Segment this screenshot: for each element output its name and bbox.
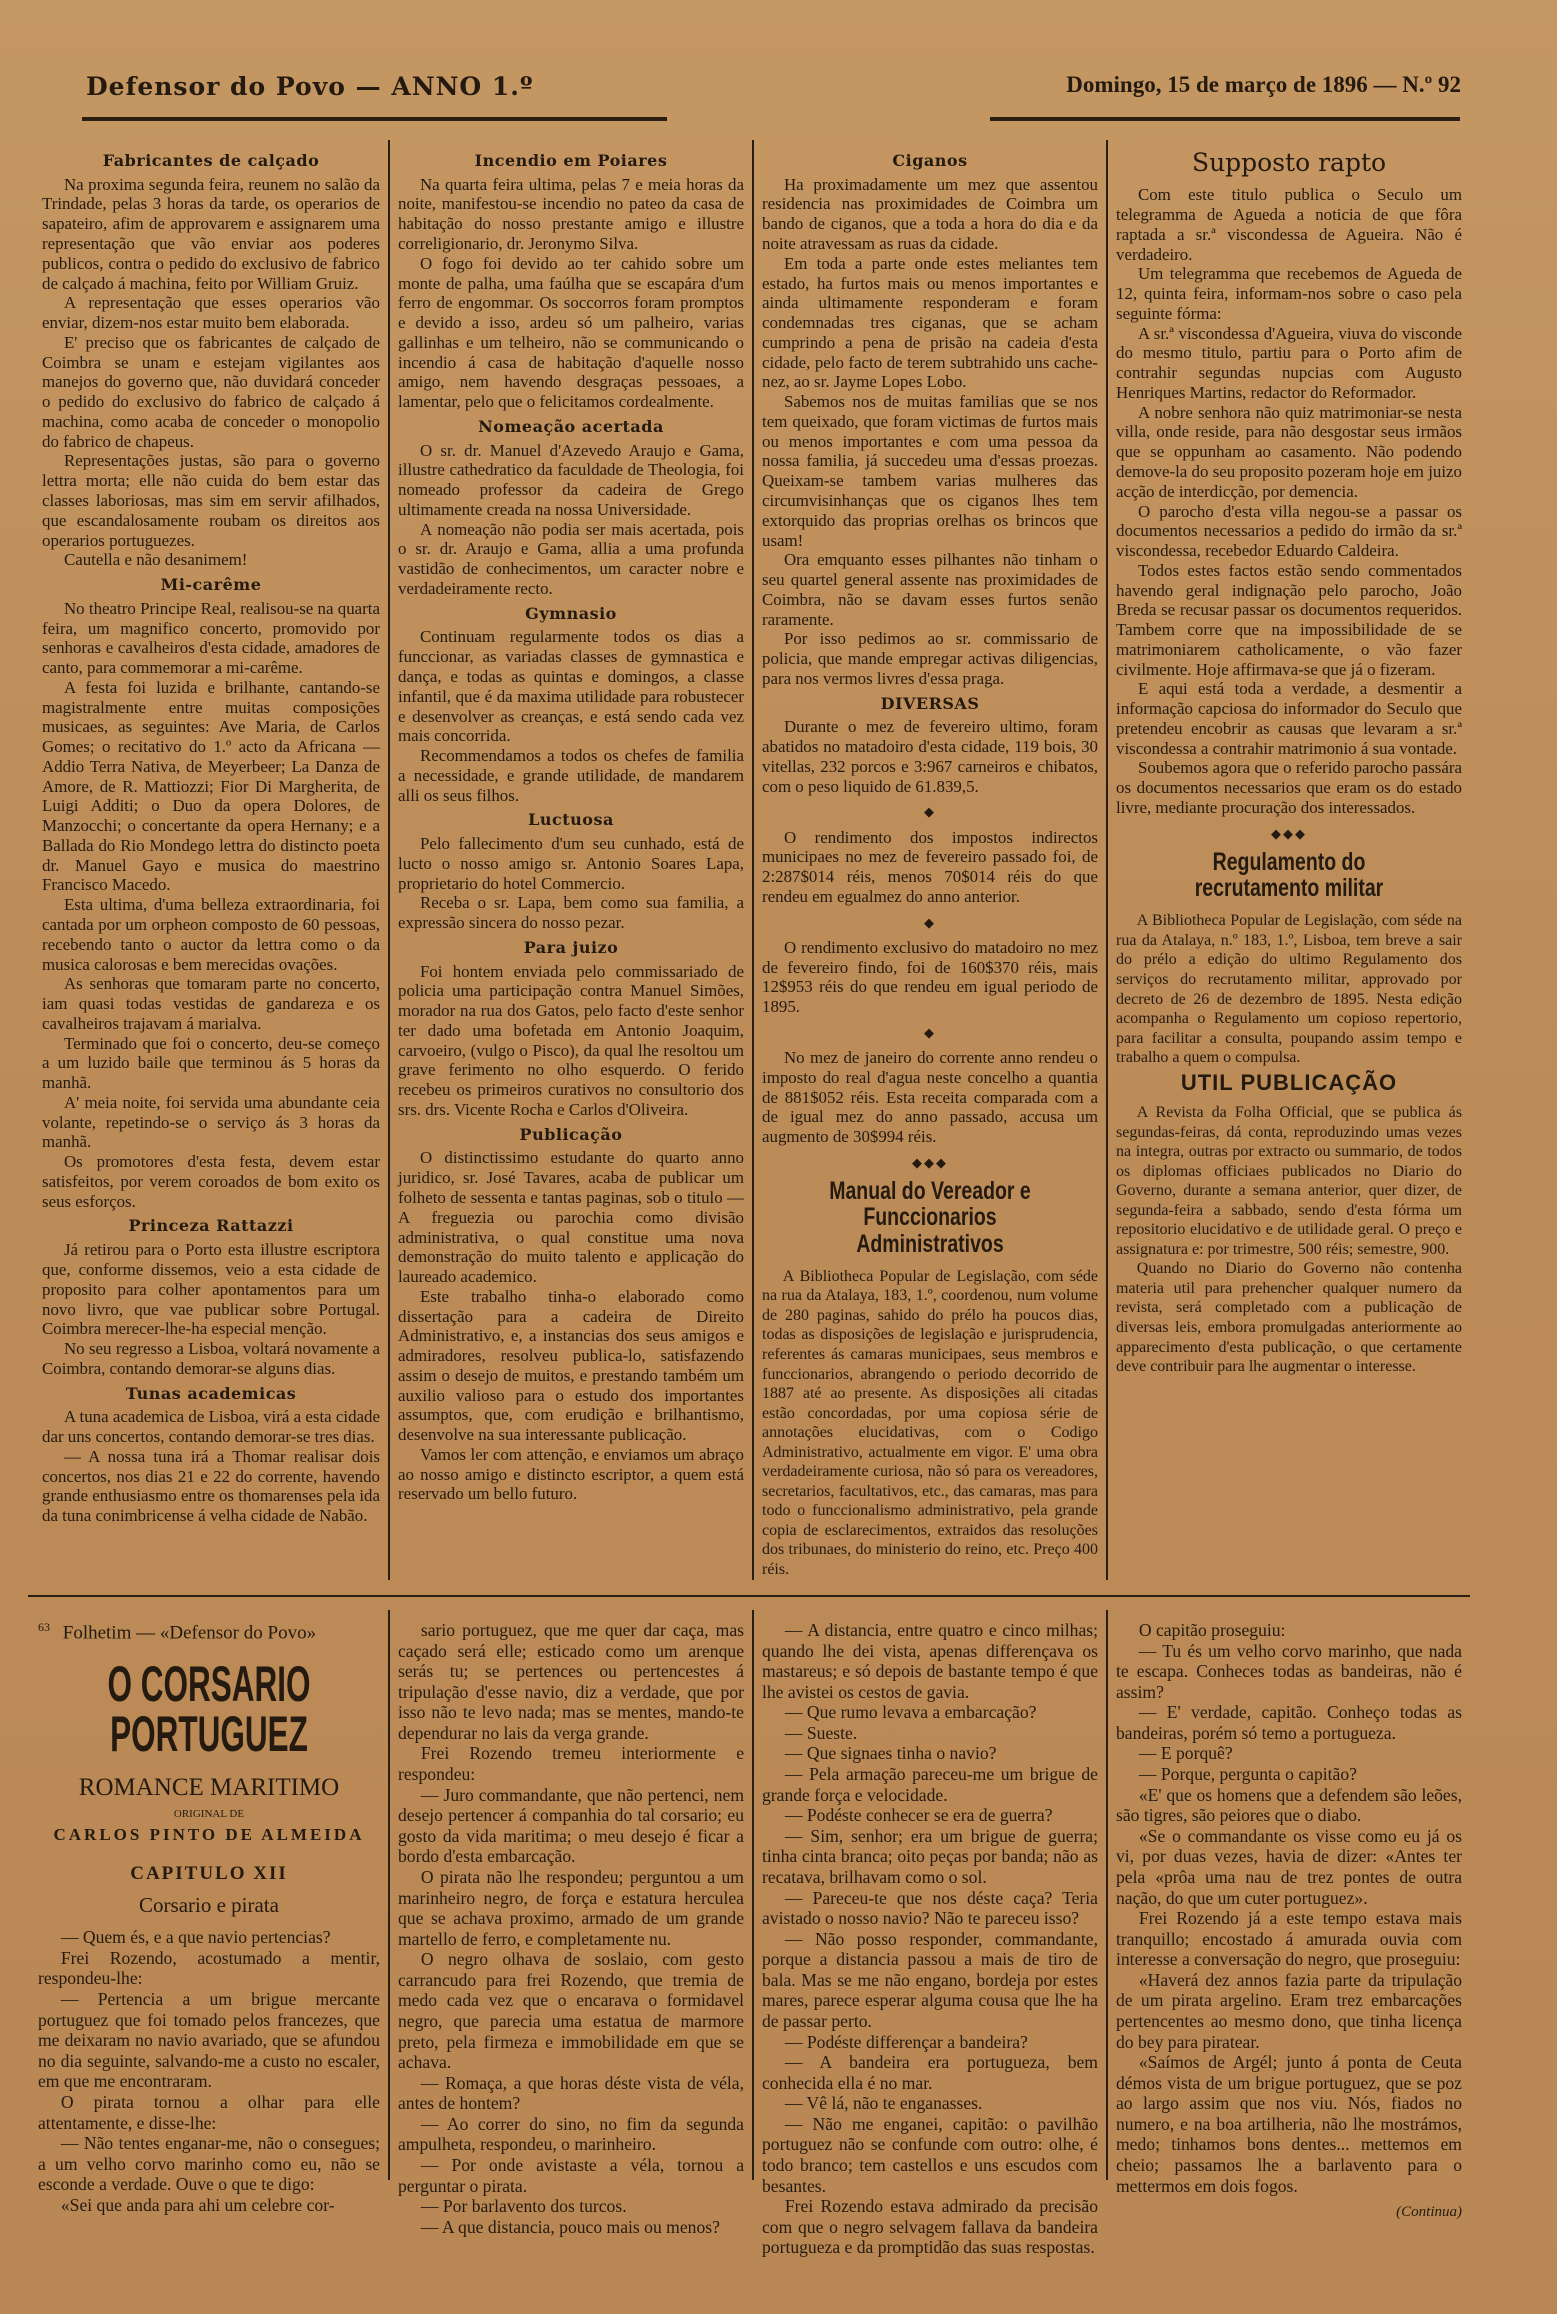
advert-paragraph: A Bibliotheca Popular de Legislação, com séde na rua da Atalaya, n.º 183, 1.º, Lisboa, tem breve a sair do prélo a edição do ultimo Regulamento dos serviços do recrutamento militar, approvado por decreto de 26 de dezembro de 1895. Nesta edição acompanha o Regulamento um copioso repertorio, para facilitar a consulta, poupando assim tempo e trabalho a quem o compulsa. (1116, 912, 1462, 1067)
paragraph: Na proxima segunda feira, reunem no salão da Trindade, pelas 3 horas da tarde, os operarios de sapateiro, afim de approvarem e assignarem uma representação que vão enviar aos poderes publicos, contra o pedido do exclusivo de fabrico de calçado á machina, feito por William Gruiz. (42, 174, 380, 293)
paragraph: Ora emquanto esses pilhantes não tinham o seu quartel general assente nas proximidades de Coimbra, não se davam esses furtos senão raramente. (762, 550, 1098, 629)
masthead-date-number: Domingo, 15 de março de 1896 — N.º 92 (1066, 72, 1461, 97)
sans-heading: UTIL PUBLICAÇÃO (1180, 1069, 1398, 1095)
news-column-1 (42, 146, 380, 1526)
paragraph: A nobre senhora não quiz matrimoniar-se nesta villa, onde reside, para não desgostar seus irmãos que se oppunham ao casamento. Não podendo demove-la do seu proposito pozeram hoje em juizo acção de interdicção, por demencia. (1116, 402, 1462, 501)
paragraph: O rendimento dos impostos indirectos municipaes no mez de fevereiro passado foi, de 2:287$014 réis, menos 70$014 réis do que rendeu em egualmez do anno anterior. (762, 827, 1098, 906)
news-column-3 (762, 146, 1098, 1579)
column-rule-2 (752, 140, 754, 1580)
serial-paragraph: — Por barlavento dos turcos. (420, 2196, 627, 2217)
masthead-title: Defensor do Povo — ANNO 1.º (86, 72, 534, 101)
serial-paragraph: O pirata não lhe respondeu; perguntou a um marinheiro negro, de força e estatura herculea que se achava proximo, armado de um grande martello de ferro, e completamente nu. (398, 1866, 744, 1949)
serial-paragraph: — A bandeira era portugueza, bem conhecida ella é no mar. (762, 2052, 1098, 2093)
paragraph: Este trabalho tinha-o elaborado como dissertação para a cadeira de Direito Administrativo, e, a instancias dos seus amigos e admiradores, resolveu publica-lo, satisfazendo assim o desejo de muitos, e prestando também um auxilio valioso para o estudo dos importantes assumptos, que, com erudição e brilhantismo, desenvolve na sua interessante publicação. (398, 1286, 744, 1445)
paragraph: Ha proximadamente um mez que assentou residencia nas proximidades de Coimbra um bando de ciganos, que a toda a hora do dia e da noite atravessam as ruas da cidade. (762, 174, 1098, 254)
serial-original-label: ORIGINAL DE (173, 1807, 245, 1820)
paragraph: Foi hontem enviada pelo commissariado de policia uma participação contra Manuel Simões, morador na rua dos Gatos, pelo facto d'este senhor ter dado uma bofetada em Antonio Joaquim, carvoeiro, (vulgo o Pisco), da qual lhe resoltou um grave ferimento no olho esquerdo. O ferido recebeu os primeiros curativos no consultorio dos srs. drs. Vicente Rocha e Carlos d'Oliveira. (398, 961, 744, 1119)
serial-paragraph: — Pela armação pareceu-me um brigue de grande força e velocidade. (762, 1764, 1098, 1805)
folhetim-column-4 (1116, 1620, 1462, 2222)
paragraph: O sr. dr. Manuel d'Azevedo Araujo e Gama, illustre cathedratico da faculdade de Theologia, foi nomeado professor da cadeira de Grego ultimamente creada na nossa Universidade. (398, 440, 744, 519)
serial-paragraph: — Por onde avistaste a véla, tornou a perguntar o pirata. (398, 2155, 744, 2196)
section-heading: Mi-carême (160, 575, 262, 595)
folhetim-label: Folhetim — «Defensor do Povo» (62, 1622, 317, 1644)
paragraph: Esta ultima, d'uma belleza extraordinaria, foi cantada por um orpheon composto de 60 pessoas, recebendo tanto o auctor da lettra como o da musica calorosas e bem merecidas ovações. (42, 895, 380, 974)
serial-paragraph: — A que distancia, pouco mais ou menos? (420, 2216, 720, 2237)
serial-genre: ROMANCE MARITIMO (78, 1773, 340, 1801)
paragraph: A representação que esses operarios vão enviar, dizem-nos estar muito bem elaborada. (42, 293, 380, 333)
serial-paragraph: — Tu és um velho corvo marinho, que nada te escapa. Conheces todas as bandeiras, não é assim? (1116, 1640, 1462, 1702)
serial-text-1 (38, 1927, 380, 2215)
masthead-rule-right (990, 117, 1460, 121)
paragraph: Cautella e não desanimem! (63, 550, 248, 570)
serial-paragraph: — Porque, pergunta o capitão? (1138, 1764, 1357, 1785)
paragraph: A' meia noite, foi servida uma abundante ceia volante, repetindo-se o serviço ás 3 horas da manhã. (42, 1092, 380, 1152)
column-rule-3 (1106, 140, 1108, 1580)
paragraph: Em toda a parte onde estes meliantes tem estado, ha furtos mais ou menos importantes e ainda ultimamente responderam e foram condemnadas tres ciganas, que se acham cumprindo a pena de prisão na cadeia d'esta cidade, pelo facto de terem subtrahido uns cache-nez, ao sr. Jayme Lopes Lobo. (762, 253, 1098, 392)
serial-paragraph: — Podéste conhecer se era de guerra? (784, 1805, 1053, 1826)
column-rule-1 (388, 140, 390, 1580)
paragraph: — A nossa tuna irá a Thomar realisar dois concertos, nos dias 21 e 22 do corrente, havendo grande enthusiasmo entre os thomarenses pela ida da tuna conimbricense á velha cidade de Nabão. (42, 1446, 380, 1526)
serial-paragraph: Frei Rozendo tremeu interiormente e respondeu: (398, 1743, 744, 1785)
serial-paragraph: «Haverá dez annos fazia parte da tripulação de um pirata argelino. Eram trez embarcações pertencentes ao mesmo dono, que tinha licença do bey para piratear. (1116, 1969, 1462, 2052)
paragraph: O parocho d'esta villa negou-se a passar os documentos necessarios a pedido do irmão da sr.ª viscondessa, recebedor Eduardo Caldeira. (1116, 501, 1462, 561)
ornament: ◆◆◆ (912, 1154, 948, 1170)
paragraph: As senhoras que tomaram parte no concerto, iam quasi todas vestidas de gandareza e os cavalheiros trajavam á marialva. (42, 974, 380, 1033)
serial-paragraph: «E' que os homens que a defendem são leões, são tigres, são peiores que o diabo. (1116, 1784, 1462, 1826)
serial-paragraph: «Saímos de Argél; junto á ponta de Ceuta démos vista de um brigue portuguez, que se poz ao largo assim que nos viu. Nós, fiados no numero, e na boa artilheria, não lhe mostrámos, medo; tinhamos bons dentes... mettemos em cheio; passamos lhe a barlavento para o mettermos em dois fogos. (1116, 2052, 1462, 2196)
serial-paragraph: O negro olhava de soslaio, com gesto carrancudo para frei Rozendo, que tremia de medo cada vez que o encarava o formidavel negro, que parecia uma estatua de marmore preto, pela firmeza e immobilidade em que se achava. (398, 1949, 744, 2073)
folhetim-rule (28, 1595, 1470, 1597)
paragraph: Já retirou para o Porto esta illustre escriptora que, conforme dissemos, veio a esta cidade de proposito para colher apontamentos para um novo livro, que vae publicar sobre Portugal. Coimbra merecer-lhe-ha especial menção. (42, 1240, 380, 1339)
masthead-rule-left (82, 117, 667, 121)
paragraph: Todos estes factos estão sendo commentados havendo geral indignação pelo parocho, João Breda se recusar passar os documentos requeridos. Tambem corre que na impossibilidade de se matrimoniarem catholicamente, o vão fazer civilmente. Hoje affirmava-se que já o fizeram. (1116, 560, 1462, 679)
news-column-2 (398, 146, 744, 1504)
paragraph: Soubemos agora que o referido parocho passára os documentos necessarios que eram os do estado livre, mediante procuração dos interessados. (1116, 758, 1462, 817)
paragraph: E' preciso que os fabricantes de calçado de Coimbra se unam e estejam vigilantes aos manejos do governo que, não duvidará conceder o pedido do exclusivo do fabrico de calçado á machina, como acaba de conceder o monopolio do fabrico de chapeus. (42, 332, 380, 451)
serial-paragraph: — Que rumo levava a embarcação? (784, 1702, 1037, 1723)
section-heading: Publicação (519, 1124, 623, 1144)
section-heading: Tunas academicas (125, 1383, 297, 1403)
paragraph: Pelo fallecimento d'um seu cunhado, está de lucto o nosso amigo sr. Antonio Soares Lapa, proprietario do hotel Commercio. (398, 834, 744, 893)
paragraph: O fogo foi devido ao ter cahido sobre um monte de palha, uma faúlha que se escapára d'um ferro de engommar. Os soccorros foram promptos e devido a isso, ardeu só um palheiro, varias gallinhas e um telheiro, não se communicando o incendio á casa de habitação d'aquelle nosso amigo, nem havendo desgraças pessoaes, a lamentar, pelo que o felicitamos cordealmente. (398, 253, 744, 412)
ornament: ◆ (924, 1024, 936, 1040)
serial-text-4 (1116, 1620, 1462, 2196)
section-heading: Ciganos (892, 151, 968, 170)
serial-paragraph: — Não tentes enganar-me, não o consegues; a um velho corvo marinho como eu, não se esconde a verdade. Ouve o que te digo: (38, 2133, 380, 2195)
serial-paragraph: Frei Rozendo estava admirado da precisão com que o negro selvagem fallava da bandeira portugueza e da promptidão das suas respostas. (762, 2196, 1098, 2258)
serial-paragraph: O pirata tornou a olhar para elle attentamente, e disse-lhe: (38, 2091, 380, 2133)
paragraph: Recommendamos a todos os chefes de familia a necessidade, e grande utilidade, de mandarem alli os seus filhos. (398, 746, 744, 805)
serial-paragraph: — Sueste. (784, 1722, 858, 1743)
paragraph: Vamos ler com attenção, e enviamos um abraço ao nosso amigo e distincto escriptor, a quem está reservado um bello futuro. (398, 1444, 744, 1504)
paragraph: A festa foi luzida e brilhante, cantando-se magistralmente entre muitas composições musicaes, as seguintes: Ave Maria, de Carlos Gomes; o recitativo do 1.º acto da Africana — Addio Terra Nativa, de Meyerbeer; La Danza de Amore, de R. Mattiozzi; Fior Di Margherita, de Luigi Additi; o Duo da opera Dolores, de Manzocchi; o concertante da opera Hernany; e a Ballada do Rio Mondego lettra do distincto poeta dr. Manuel Gayo e musica do maestrino Francisco Macedo. (42, 677, 380, 895)
paragraph: Representações justas, são para o governo lettra morta; elle não cuida do bem estar das classes laboriosas, mas sim em servir afilhados, que escandalosamente roubam os direitos aos operarios portuguezes. (42, 451, 380, 550)
folhetim-column-rule-3 (1106, 1610, 1108, 2180)
folhetim-column-rule-1 (388, 1610, 390, 2180)
folhetim-number: 63 (38, 1620, 50, 1634)
ornament: ◆ (924, 804, 936, 820)
paragraph: A nomeação não podia ser mais acertada, pois o sr. dr. Araujo e Gama, allia a uma profunda vastidão de conhecimentos, um caracter nobre e verdadeiramente recto. (398, 519, 744, 598)
folhetim-header (38, 1620, 380, 1645)
serial-paragraph: — Podéste differençar a bandeira? (784, 2031, 1028, 2052)
paragraph: No mez de janeiro do corrente anno rendeu o imposto do real d'agua neste concelho a quantia de 881$052 réis. Esta receita comparada com a de igual mez do anno passado, accusa um augmento de 30$994 réis. (762, 1048, 1098, 1147)
section-heading: Princeza Rattazzi (128, 1216, 294, 1236)
serial-paragraph: «Se o commandante os visse como eu já os vi, por duas vezes, havia de dizer: «Antes ter pela «prôa uma nau de trez pontes de outra nação, do que um cuter portuguez». (1116, 1825, 1462, 1908)
paragraph: Por isso pedimos ao sr. commissario de policia, que mande empregar activas diligencias, para nos vermos livres d'essa praga. (762, 629, 1098, 688)
serial-paragraph: «Sei que anda para ahi um celebre cor- (60, 2194, 335, 2215)
paragraph: Com este titulo publica o Seculo um telegramma de Agueda a noticia de que fôra raptada a sr.ª viscondessa de Agueira. Não é verdadeiro. (1116, 185, 1462, 264)
paragraph: Na quarta feira ultima, pelas 7 e meia horas da noite, manifestou-se incendio no pateo da casa de habitação do nosso prestante amigo e illustre correligionario, dr. Jeronymo Silva. (398, 174, 744, 254)
serial-paragraph: — E' verdade, capitão. Conheço todas as bandeiras, porém só temo a portugueza. (1116, 1702, 1462, 1743)
paragraph: Sabemos nos de muitas familias que se nos tem queixado, que foram victimas de furtos mais ou menos importantes e com uma pessoa da nossa familia, já succedeu uma d'essas proezas. Queixam-se tambem varias mulheres das circumvisinhanças que os ciganos lhes tem extorquido das proprias orelhas os brincos que usam! (762, 392, 1098, 550)
ornament: ◆◆◆ (1271, 825, 1307, 841)
serial-paragraph: — Ao correr do sino, no fim da segunda ampulheta, respondeu, o marinheiro. (398, 2113, 744, 2155)
paragraph: O rendimento exclusivo do matadoiro no mez de fevereiro findo, foi de 160$370 réis, mais 12$953 réis do que rendeu em igual periodo de 1895. (762, 937, 1098, 1017)
serial-paragraph: — Vê lá, não te enganasses. (784, 2093, 983, 2114)
serial-paragraph: — A distancia, entre quatro e cinco milhas; quando lhe dei vista, apenas differençava os mastareus; e só depois de bastante tempo é que lhe avistei os cestos de gavia. (762, 1620, 1098, 1702)
continua-label: (Continua) (1396, 2204, 1462, 2221)
ornament: ◆ (924, 914, 936, 930)
section-heading: Nomeação acertada (478, 416, 664, 436)
serial-paragraph: sario portuguez, que me quer dar caça, mas caçado será elle; esticado como um arenque serás tu; se pertences ou pertencestes á tripulação d'esse navio, diz a verdade, que por isso não te levo nada; mas se mentes, mando-te dependurar no lais da verga grande. (398, 1620, 744, 1743)
paragraph: Os promotores d'esta festa, devem estar satisfeitos, por verem coroados de bom exito os seus esforços. (42, 1152, 380, 1211)
paragraph: No theatro Principe Real, realisou-se na quarta feira, um magnifico concerto, promovido por senhoras e cavalheiros d'esta cidade, amadores de canto, para commemorar a mi-carême. (42, 598, 380, 678)
serial-paragraph: — Quem és, e a que navio pertencias? (60, 1927, 331, 1948)
masthead (74, 66, 1461, 106)
section-heading: Para juizo (523, 937, 619, 957)
section-heading: Incendio em Poiares (474, 151, 668, 170)
serial-paragraph: — Não posso responder, commandante, porque a distancia passou a mais de tiro de bala. Mas se me não engano, bordeja por estes mares, parece esperar alguma cousa que lhe ha de passar perto. (762, 1928, 1098, 2031)
paragraph: Durante o mez de fevereiro ultimo, foram abatidos no matadoiro d'esta cidade, 119 bois, 30 vitellas, 232 porcos e 3:967 carneiros e chibatos, com o peso liquido de 61.839,5. (762, 717, 1098, 796)
advert-paragraph: A Revista da Folha Official, que se publica ás segundas-feiras, dá conta, reproduzindo umas vezes na integra, outras por extracto ou summario, de todos os diplomas officiaes publicados no Diario do Governo, durante a semana anterior, quer dizer, de segunda-feira a sabbado, sendo d'esta fórma um repositorio elucidativo e de utilidade geral. O preço e assignatura e: por trimestre, 500 réis; semestre, 900. (1116, 1104, 1462, 1258)
serial-paragraph: — Sim, senhor; era um brigue de guerra; tinha cinta branca; oito peças por banda; não as recatava, brilhavam como o sol. (762, 1825, 1098, 1887)
serial-author: CARLOS PINTO DE ALMEIDA (53, 1824, 365, 1844)
folhetim-column-3 (762, 1620, 1098, 2258)
serial-paragraph: — Não me enganei, capitão: o pavilhão portuguez não se confunde com outro: olhe, é todo branco; tem castellos e uns escudos com besantes. (762, 2113, 1098, 2196)
section-heading: Gymnasio (525, 603, 617, 623)
serial-paragraph: O capitão proseguiu: (1138, 1620, 1286, 1640)
advert-title: Manual do Vereador e Funccionarios Administrativos (829, 1177, 1031, 1258)
serial-subtitle: Corsario e pirata (139, 1892, 279, 1917)
paragraph: Receba o sr. Lapa, bem como sua familia, a expressão sincera do nosso pezar. (398, 893, 744, 933)
major-heading: Supposto rapto (1191, 148, 1387, 177)
section-heading: Fabricantes de calçado (102, 151, 320, 170)
paragraph: E aqui está toda a verdade, a desmentir a informação capciosa do informador do Seculo que pretendeu encobrir as causas que levaram a sr.ª viscondessa a contrahir matrimonio á sua vontade. (1116, 679, 1462, 758)
section-heading: Luctuosa (528, 810, 614, 830)
section-heading: DIVERSAS (880, 693, 980, 713)
news-column-4 (1116, 146, 1462, 1377)
folhetim-column-rule-2 (752, 1610, 754, 2180)
paragraph: No seu regresso a Lisboa, voltará novamente a Coimbra, contando demorar-se alguns dias. (42, 1339, 380, 1378)
serial-paragraph: — Romaça, a que horas déste vista de véla, antes de hontem? (398, 2072, 744, 2114)
advert-paragraph: Quando no Diario do Governo não contenha materia util para prehencher qualquer numero da revista, será completado com a publicação de diversas leis, embora promulgadas anteriormente ao apparecimento d'esta publicação, o que certamente deve contribuir para lhe augmentar o interesse. (1116, 1260, 1462, 1376)
serial-paragraph: — E porquê? (1138, 1743, 1233, 1764)
serial-paragraph: — Pareceu-te que nos déste caça? Teria avistado o nosso navio? Não te pareceu isso? (762, 1887, 1098, 1929)
serial-chapter: CAPITULO XII (130, 1862, 288, 1884)
paragraph: O distinctissimo estudante do quarto anno juridico, sr. José Tavares, acaba de publicar um folheto de sessenta e tantas paginas, sob o titulo — A freguezia ou parochia como divisão administrativa, o qual constitue uma nova demonstração do muito talento e applicação do laureado academico. (398, 1148, 744, 1287)
advert-title: Regulamento do recrutamento militar (1194, 847, 1384, 903)
folhetim-column-2 (398, 1620, 744, 2237)
serial-title: O CORSARIO PORTUGUEZ (107, 1655, 311, 1762)
serial-paragraph: — Pertencia a um brigue mercante portuguez que foi tomado pelos francezes, que me deixaram no navio avariado, que se afundou no dia seguinte, salvando-me a custo no escaler, em que me encontraram. (38, 1989, 380, 2092)
serial-paragraph: — Juro commandante, que não pertenci, nem desejo pertencer á companhia do tal corsario; eu gosto da vida maritima; o meu desejo é ficar a bordo d'esta embarcação. (398, 1784, 744, 1867)
serial-paragraph: Frei Rozendo já a este tempo estava mais tranquillo; encostado á amurada ouvia com interesse a conversação do negro, que proseguiu: (1116, 1908, 1462, 1970)
folhetim-column-1 (38, 1620, 380, 2215)
serial-paragraph: Frei Rozendo, acostumado a mentir, respondeu-lhe: (38, 1947, 380, 1989)
serial-paragraph: — Que signaes tinha o navio? (784, 1743, 997, 1764)
advert-paragraph: A Bibliotheca Popular de Legislação, com séde na rua da Atalaya, 183, 1.º, coordenou, num volume de 280 paginas, sahido do prélo ha poucos dias, todas as disposições de legislação e jurisprudencia, referentes ás camaras municipaes, seus membros e funccionarios, abrangendo o periodo decorrido de 1887 até ao presente. As disposições ali citadas estão concordadas, por uma copiosa série de annotações elucidativas, com o Codigo Administrativo, actualmente em vigor. E' uma obra verdadeiramente curiosa, não só para os vereadores, secretarios, facultativos, etc., das camaras, mas para todo o funccionalismo administrativo, pela grande copia de esclarecimentos, extraidos das resoluções dos tribunaes, do ministerio do reino, etc. Preço 400 réis. (762, 1267, 1098, 1578)
paragraph: Continuam regularmente todos os dias a funccionar, as variadas classes de gymnastica e dança, e todas as quintas e domingos, a classe infantil, que é da maxima utilidade para robustecer e desenvolver as creanças, e está sendo cada vez mais concorrida. (398, 627, 744, 746)
paragraph: A tuna academica de Lisboa, virá a esta cidade dar uns concertos, contando demorar-se tres dias. (42, 1407, 380, 1447)
paragraph: A sr.ª viscondessa d'Agueira, viuva do visconde do mesmo titulo, partiu para o Porto afim de contrahir segundas nupcias com Augusto Henriques Martins, redactor do Reformador. (1116, 323, 1462, 402)
paragraph: Terminado que foi o concerto, deu-se começo a um luzido baile que terminou ás 5 horas da manhã. (42, 1033, 380, 1093)
paragraph: Um telegramma que recebemos de Agueda de 12, quinta feira, informam-nos sobre o caso pela seguinte fórma: (1116, 264, 1462, 323)
